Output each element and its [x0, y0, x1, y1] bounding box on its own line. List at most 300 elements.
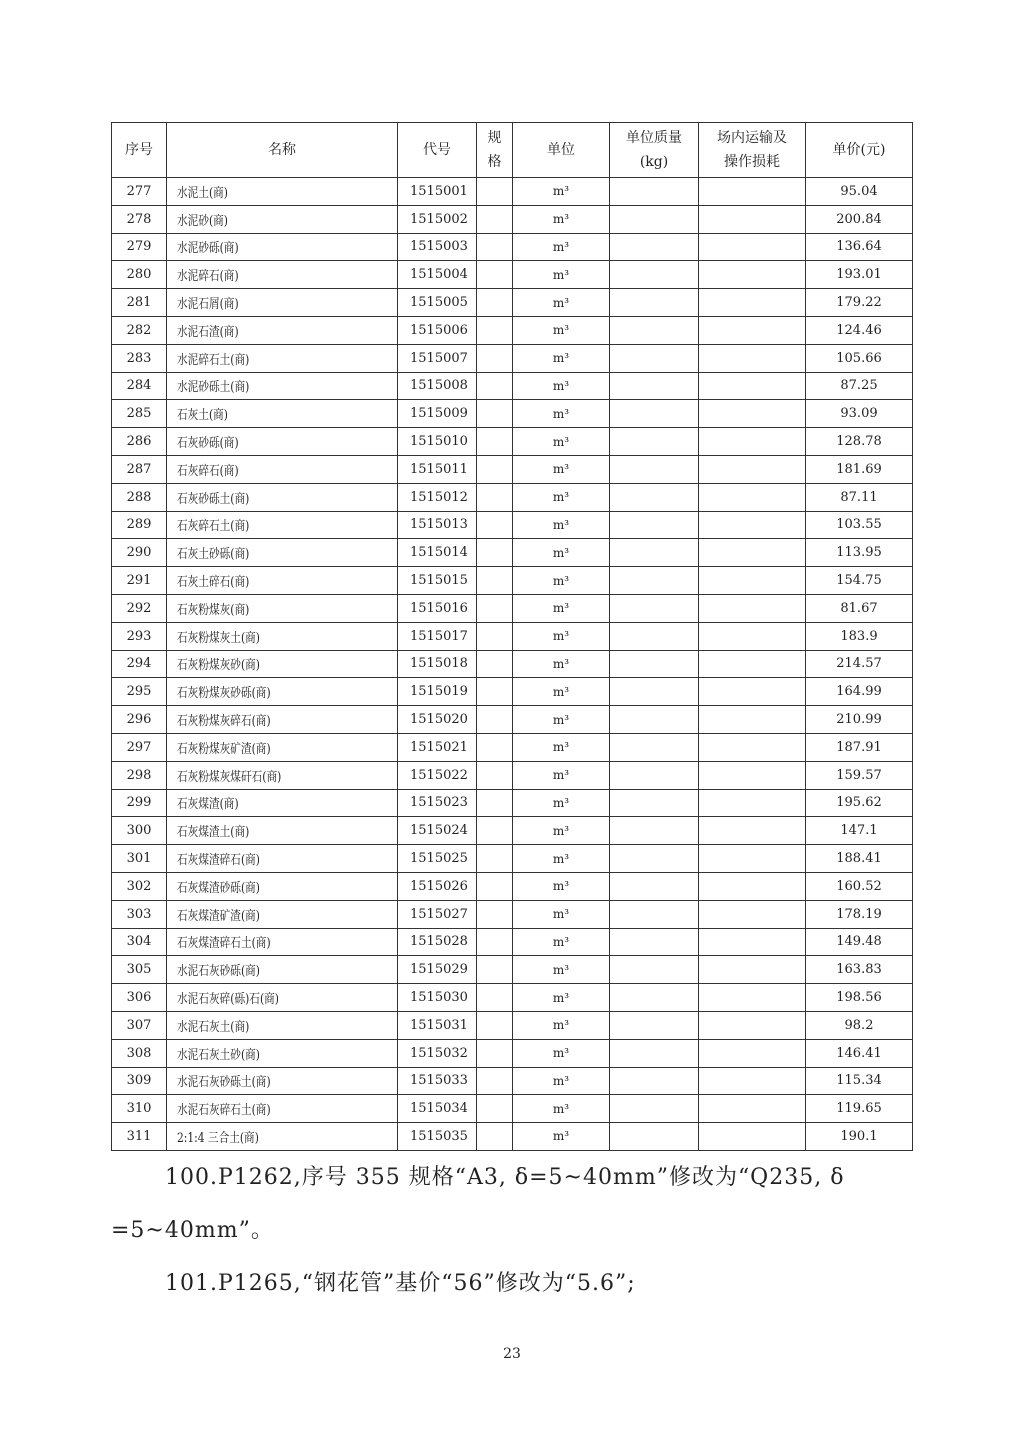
cell-name	[167, 845, 398, 873]
cell-unit: m³	[513, 539, 610, 567]
cell-code: 1515006	[398, 316, 477, 344]
cell-spec	[477, 984, 513, 1012]
cell-name	[167, 483, 398, 511]
cell-transport-loss	[699, 178, 806, 206]
cell-seq: 281	[112, 289, 167, 317]
cell-unit: m³	[513, 178, 610, 206]
cell-unit: m³	[513, 261, 610, 289]
cell-price: 183.9	[806, 622, 913, 650]
table-row	[112, 984, 913, 1012]
material-name: 石灰煤渣碎石土(商)	[177, 936, 271, 952]
cell-unit: m³	[513, 678, 610, 706]
cell-spec	[477, 511, 513, 539]
table-row	[112, 316, 913, 344]
cell-price: 179.22	[806, 289, 913, 317]
cell-name	[167, 706, 398, 734]
header-seq: 序号	[112, 123, 167, 178]
cell-name	[167, 1095, 398, 1123]
material-name: 石灰砂砾(商)	[177, 436, 239, 452]
table-row	[112, 761, 913, 789]
cell-spec	[477, 233, 513, 261]
cell-code: 1515011	[398, 455, 477, 483]
cell-unit: m³	[513, 567, 610, 595]
cell-seq: 278	[112, 205, 167, 233]
table-row	[112, 539, 913, 567]
cell-code: 1515001	[398, 178, 477, 206]
cell-unit-mass	[610, 900, 699, 928]
cell-seq: 300	[112, 817, 167, 845]
material-name: 水泥碎石土(商)	[177, 352, 250, 368]
cell-code: 1515014	[398, 539, 477, 567]
cell-transport-loss	[699, 1095, 806, 1123]
cell-price: 181.69	[806, 455, 913, 483]
cell-name	[167, 817, 398, 845]
header-spec-line2: 格	[487, 154, 502, 170]
cell-spec	[477, 178, 513, 206]
cell-name	[167, 1039, 398, 1067]
cell-code: 1515004	[398, 261, 477, 289]
material-name: 水泥碎石(商)	[177, 269, 239, 285]
cell-seq: 309	[112, 1067, 167, 1095]
material-name: 水泥砂砾土(商)	[177, 380, 250, 396]
cell-code: 1515010	[398, 428, 477, 456]
cell-unit: m³	[513, 428, 610, 456]
cell-price: 93.09	[806, 400, 913, 428]
cell-name	[167, 1123, 398, 1151]
table-row	[112, 1011, 913, 1039]
cell-unit-mass	[610, 233, 699, 261]
material-name: 石灰土(商)	[177, 408, 228, 424]
table-row	[112, 1123, 913, 1151]
table-row	[112, 205, 913, 233]
material-name: 石灰粉煤灰碎石(商)	[177, 714, 271, 730]
cell-name	[167, 622, 398, 650]
table-row	[112, 1067, 913, 1095]
cell-transport-loss	[699, 233, 806, 261]
cell-code: 1515016	[398, 594, 477, 622]
table-row	[112, 455, 913, 483]
cell-code: 1515032	[398, 1039, 477, 1067]
cell-seq: 277	[112, 178, 167, 206]
cell-spec	[477, 845, 513, 873]
table-row	[112, 789, 913, 817]
cell-spec	[477, 567, 513, 595]
cell-spec	[477, 1011, 513, 1039]
cell-price: 149.48	[806, 928, 913, 956]
cell-price: 146.41	[806, 1039, 913, 1067]
cell-transport-loss	[699, 845, 806, 873]
cell-code: 1515009	[398, 400, 477, 428]
cell-transport-loss	[699, 289, 806, 317]
cell-price: 190.1	[806, 1123, 913, 1151]
header-row	[112, 123, 913, 178]
header-mass-line2: (kg)	[639, 154, 669, 170]
cell-price: 210.99	[806, 706, 913, 734]
cell-price: 113.95	[806, 539, 913, 567]
cell-unit: m³	[513, 205, 610, 233]
table-row	[112, 900, 913, 928]
table-row	[112, 678, 913, 706]
cell-seq: 282	[112, 316, 167, 344]
cell-spec	[477, 1123, 513, 1151]
cell-name	[167, 1067, 398, 1095]
table-row	[112, 817, 913, 845]
table-row	[112, 1095, 913, 1123]
cell-code: 1515012	[398, 483, 477, 511]
cell-name	[167, 928, 398, 956]
cell-code: 1515035	[398, 1123, 477, 1151]
cell-transport-loss	[699, 455, 806, 483]
cell-spec	[477, 400, 513, 428]
cell-name	[167, 261, 398, 289]
table-row	[112, 845, 913, 873]
cell-name	[167, 428, 398, 456]
cell-unit-mass	[610, 789, 699, 817]
cell-transport-loss	[699, 817, 806, 845]
cell-spec	[477, 650, 513, 678]
cell-unit: m³	[513, 956, 610, 984]
cell-spec	[477, 706, 513, 734]
cell-code: 1515019	[398, 678, 477, 706]
cell-name	[167, 316, 398, 344]
material-name: 石灰粉煤灰(商)	[177, 602, 250, 618]
cell-unit-mass	[610, 984, 699, 1012]
cell-seq: 304	[112, 928, 167, 956]
cell-name	[167, 678, 398, 706]
cell-price: 103.55	[806, 511, 913, 539]
cell-spec	[477, 928, 513, 956]
header-transport-loss	[699, 123, 806, 178]
header-price: 单价(元)	[806, 123, 913, 178]
header-spec	[477, 123, 513, 178]
table-row	[112, 956, 913, 984]
material-name: 石灰土碎石(商)	[177, 575, 250, 591]
cell-seq: 305	[112, 956, 167, 984]
cell-name	[167, 205, 398, 233]
cell-name	[167, 455, 398, 483]
cell-seq: 287	[112, 455, 167, 483]
cell-transport-loss	[699, 956, 806, 984]
cell-code: 1515017	[398, 622, 477, 650]
cell-unit: m³	[513, 316, 610, 344]
table-row	[112, 928, 913, 956]
table-row	[112, 400, 913, 428]
table-row	[112, 372, 913, 400]
cell-name	[167, 789, 398, 817]
page-number: 23	[503, 1346, 521, 1362]
cell-seq: 306	[112, 984, 167, 1012]
cell-unit-mass	[610, 261, 699, 289]
cell-seq: 308	[112, 1039, 167, 1067]
cell-transport-loss	[699, 761, 806, 789]
cell-transport-loss	[699, 1123, 806, 1151]
cell-spec	[477, 900, 513, 928]
table-header	[112, 123, 913, 178]
table-row	[112, 483, 913, 511]
material-name: 水泥砂砾(商)	[177, 241, 239, 257]
cell-seq: 291	[112, 567, 167, 595]
cell-unit: m³	[513, 344, 610, 372]
material-name: 水泥石灰砂砾(商)	[177, 964, 260, 980]
cell-spec	[477, 1095, 513, 1123]
cell-code: 1515033	[398, 1067, 477, 1095]
cell-unit: m³	[513, 900, 610, 928]
cell-unit-mass	[610, 372, 699, 400]
cell-price: 136.64	[806, 233, 913, 261]
paragraph-100-line1: 100.P1262,序号 355 规格“A3, δ=5~40mm”修改为“Q235, δ	[165, 1165, 845, 1190]
cell-code: 1515034	[398, 1095, 477, 1123]
cell-transport-loss	[699, 984, 806, 1012]
cell-unit: m³	[513, 706, 610, 734]
cell-price: 187.91	[806, 733, 913, 761]
cell-price: 147.1	[806, 817, 913, 845]
cell-code: 1515026	[398, 872, 477, 900]
table-row	[112, 650, 913, 678]
cell-unit: m³	[513, 1123, 610, 1151]
materials-price-table	[111, 122, 913, 1151]
cell-name	[167, 539, 398, 567]
material-name: 水泥石灰土砂(商)	[177, 1047, 260, 1063]
cell-code: 1515021	[398, 733, 477, 761]
table-row	[112, 733, 913, 761]
material-name: 石灰碎石土(商)	[177, 519, 250, 535]
cell-unit-mass	[610, 511, 699, 539]
material-name: 水泥石灰碎(砾)石(商)	[177, 992, 279, 1007]
cell-unit: m³	[513, 928, 610, 956]
cell-unit: m³	[513, 233, 610, 261]
cell-unit: m³	[513, 761, 610, 789]
paragraph-101: 101.P1265,“钢花管”基价“56”修改为“5.6”;	[165, 1271, 636, 1296]
material-name: 2:1:4 三合土(商)	[177, 1130, 259, 1146]
cell-seq: 302	[112, 872, 167, 900]
cell-price: 105.66	[806, 344, 913, 372]
material-name: 石灰砂砾土(商)	[177, 491, 250, 507]
cell-unit: m³	[513, 483, 610, 511]
table-row	[112, 511, 913, 539]
cell-code: 1515020	[398, 706, 477, 734]
table-row	[112, 1039, 913, 1067]
material-name: 水泥砂(商)	[177, 213, 228, 229]
table-row	[112, 622, 913, 650]
cell-unit-mass	[610, 1123, 699, 1151]
cell-seq: 280	[112, 261, 167, 289]
cell-unit: m³	[513, 1095, 610, 1123]
cell-seq: 289	[112, 511, 167, 539]
cell-unit: m³	[513, 594, 610, 622]
cell-price: 198.56	[806, 984, 913, 1012]
cell-seq: 288	[112, 483, 167, 511]
cell-transport-loss	[699, 261, 806, 289]
cell-price: 200.84	[806, 205, 913, 233]
paragraph-100-line2: =5~40mm”。	[111, 1218, 274, 1243]
cell-code: 1515022	[398, 761, 477, 789]
cell-transport-loss	[699, 706, 806, 734]
material-name: 水泥石灰土(商)	[177, 1019, 250, 1035]
material-name: 石灰煤渣土(商)	[177, 825, 250, 841]
cell-unit-mass	[610, 539, 699, 567]
cell-price: 154.75	[806, 567, 913, 595]
cell-name	[167, 872, 398, 900]
table-row	[112, 178, 913, 206]
cell-name	[167, 289, 398, 317]
header-loss-line2: 操作损耗	[724, 154, 780, 170]
cell-name	[167, 900, 398, 928]
cell-name	[167, 1011, 398, 1039]
cell-unit: m³	[513, 289, 610, 317]
cell-price: 128.78	[806, 428, 913, 456]
cell-unit: m³	[513, 1067, 610, 1095]
cell-unit-mass	[610, 178, 699, 206]
cell-price: 87.11	[806, 483, 913, 511]
cell-spec	[477, 678, 513, 706]
cell-spec	[477, 483, 513, 511]
cell-unit-mass	[610, 761, 699, 789]
cell-price: 160.52	[806, 872, 913, 900]
cell-unit: m³	[513, 789, 610, 817]
cell-spec	[477, 428, 513, 456]
material-name: 石灰粉煤灰土(商)	[177, 630, 260, 646]
cell-seq: 290	[112, 539, 167, 567]
cell-unit-mass	[610, 733, 699, 761]
cell-code: 1515002	[398, 205, 477, 233]
cell-unit: m³	[513, 400, 610, 428]
material-name: 石灰碎石(商)	[177, 463, 239, 479]
cell-spec	[477, 761, 513, 789]
cell-name	[167, 567, 398, 595]
cell-name	[167, 733, 398, 761]
cell-unit: m³	[513, 622, 610, 650]
material-name: 水泥石渣(商)	[177, 324, 239, 340]
cell-unit-mass	[610, 872, 699, 900]
table-row	[112, 428, 913, 456]
cell-seq: 299	[112, 789, 167, 817]
cell-unit-mass	[610, 567, 699, 595]
cell-unit: m³	[513, 372, 610, 400]
cell-unit-mass	[610, 678, 699, 706]
header-mass-line1: 单位质量	[626, 130, 682, 146]
cell-transport-loss	[699, 344, 806, 372]
cell-code: 1515030	[398, 984, 477, 1012]
cell-seq: 303	[112, 900, 167, 928]
table-row	[112, 594, 913, 622]
cell-unit: m³	[513, 650, 610, 678]
material-name: 石灰粉煤灰矿渣(商)	[177, 741, 271, 757]
cell-seq: 301	[112, 845, 167, 873]
cell-unit-mass	[610, 1067, 699, 1095]
material-name: 石灰煤渣(商)	[177, 797, 239, 813]
cell-price: 124.46	[806, 316, 913, 344]
cell-unit-mass	[610, 483, 699, 511]
cell-transport-loss	[699, 372, 806, 400]
cell-spec	[477, 455, 513, 483]
header-unit-mass	[610, 123, 699, 178]
material-name: 石灰煤渣矿渣(商)	[177, 908, 260, 924]
cell-code: 1515007	[398, 344, 477, 372]
cell-spec	[477, 372, 513, 400]
cell-unit-mass	[610, 289, 699, 317]
cell-transport-loss	[699, 539, 806, 567]
cell-name	[167, 511, 398, 539]
cell-price: 195.62	[806, 789, 913, 817]
table-row	[112, 872, 913, 900]
cell-price: 214.57	[806, 650, 913, 678]
cell-unit-mass	[610, 817, 699, 845]
cell-unit: m³	[513, 845, 610, 873]
cell-spec	[477, 1067, 513, 1095]
header-code: 代号	[398, 123, 477, 178]
cell-code: 1515018	[398, 650, 477, 678]
cell-code: 1515005	[398, 289, 477, 317]
cell-spec	[477, 261, 513, 289]
cell-spec	[477, 872, 513, 900]
cell-transport-loss	[699, 400, 806, 428]
cell-transport-loss	[699, 316, 806, 344]
cell-unit-mass	[610, 1011, 699, 1039]
cell-seq: 297	[112, 733, 167, 761]
cell-spec	[477, 789, 513, 817]
cell-price: 119.65	[806, 1095, 913, 1123]
cell-name	[167, 372, 398, 400]
cell-code: 1515025	[398, 845, 477, 873]
cell-spec	[477, 289, 513, 317]
cell-price: 115.34	[806, 1067, 913, 1095]
cell-seq: 279	[112, 233, 167, 261]
cell-price: 159.57	[806, 761, 913, 789]
header-name: 名称	[167, 123, 398, 178]
material-name: 石灰粉煤灰砂砾(商)	[177, 686, 271, 702]
header-spec-line1: 规	[487, 130, 502, 146]
cell-code: 1515024	[398, 817, 477, 845]
cell-price: 164.99	[806, 678, 913, 706]
cell-transport-loss	[699, 650, 806, 678]
material-name: 水泥石屑(商)	[177, 297, 239, 313]
cell-unit: m³	[513, 1039, 610, 1067]
cell-code: 1515027	[398, 900, 477, 928]
cell-price: 163.83	[806, 956, 913, 984]
cell-spec	[477, 956, 513, 984]
cell-unit-mass	[610, 400, 699, 428]
material-name: 石灰粉煤灰煤矸石(商)	[177, 769, 282, 785]
cell-spec	[477, 1039, 513, 1067]
cell-transport-loss	[699, 483, 806, 511]
cell-name	[167, 956, 398, 984]
cell-transport-loss	[699, 900, 806, 928]
material-name: 石灰土砂砾(商)	[177, 547, 250, 563]
table-row	[112, 289, 913, 317]
cell-transport-loss	[699, 567, 806, 595]
cell-price: 81.67	[806, 594, 913, 622]
cell-unit: m³	[513, 1011, 610, 1039]
cell-name	[167, 984, 398, 1012]
table-row	[112, 344, 913, 372]
cell-unit: m³	[513, 817, 610, 845]
cell-code: 1515008	[398, 372, 477, 400]
cell-seq: 310	[112, 1095, 167, 1123]
cell-transport-loss	[699, 1067, 806, 1095]
cell-spec	[477, 817, 513, 845]
cell-price: 87.25	[806, 372, 913, 400]
cell-name	[167, 233, 398, 261]
cell-transport-loss	[699, 789, 806, 817]
table-row	[112, 567, 913, 595]
table-row	[112, 261, 913, 289]
cell-transport-loss	[699, 678, 806, 706]
material-name: 石灰煤渣碎石(商)	[177, 853, 260, 869]
cell-unit: m³	[513, 984, 610, 1012]
cell-transport-loss	[699, 511, 806, 539]
cell-transport-loss	[699, 1039, 806, 1067]
material-name: 石灰粉煤灰砂(商)	[177, 658, 260, 674]
